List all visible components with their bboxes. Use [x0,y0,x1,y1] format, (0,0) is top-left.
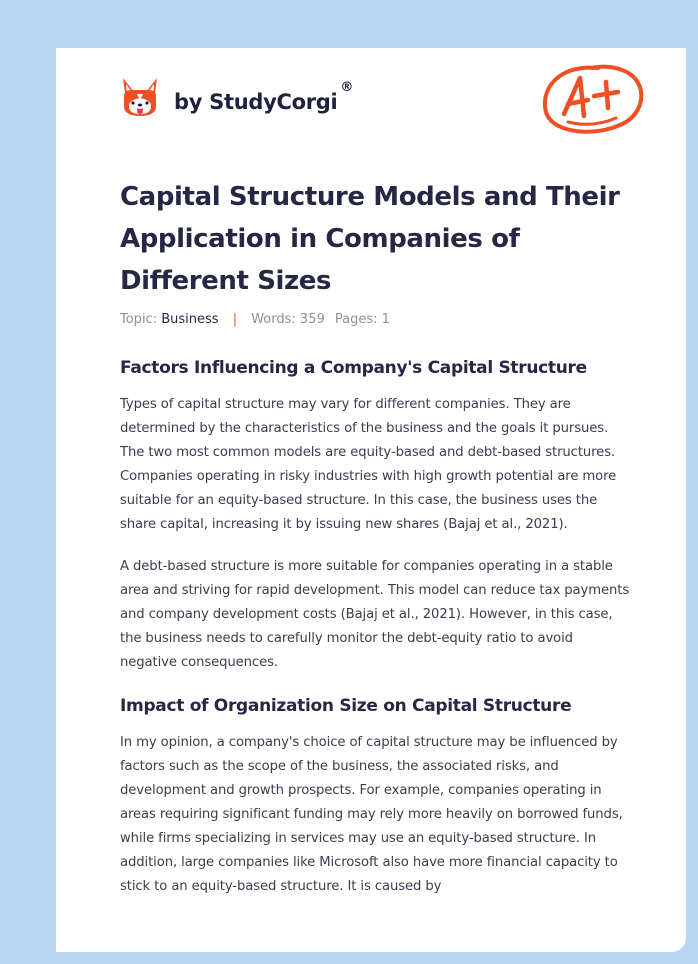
paragraph: Types of capital structure may vary for different companies. They are determined by the characteristics of the business and the goals it pursues. The two most common models are equity-based and debt-based structures. Companies operating in risky industries with high growth potential are more suitable for an equity-based structure. In this case, the business uses the share capital, increasing it by issuing new shares (Bajaj et al., 2021). [120,397,617,532]
section-heading: Factors Influencing a Company's Capital Structure [120,358,587,378]
brand-header[interactable] [120,76,353,120]
document-content [120,176,632,917]
topic-label: Topic: [120,312,158,327]
section-impact [120,695,632,899]
document-card [56,48,686,952]
meta-separator: | [232,312,238,327]
page-count: Pages: 1 [334,312,390,327]
corgi-face-icon [120,76,160,120]
topic-link[interactable]: Business [161,312,219,327]
section-heading: Impact of Organization Size on Capital Structure [120,696,572,716]
registered-mark: ® [340,80,354,95]
brand-name-text: by StudyCorgi [174,90,338,114]
brand-name [174,80,354,114]
a-plus-grade-icon [538,60,648,140]
section-factors [120,357,632,675]
paragraph: A debt-based structure is more suitable for companies operating in a stable area and striving for rapid development. This model can reduce tax payments and company development costs (Bajaj et al., 2021). However, in this case, the business needs to carefully monitor the debt-equity ratio to avoid negative consequences. [120,559,630,670]
page-title: Capital Structure Models and Their Application in Companies of Different Sizes [120,182,620,296]
paragraph: In my opinion, a company's choice of capital structure may be influenced by factors such as the scope of the business, the associated risks, and development and growth prospects. For example, companies operating in areas requiring significant funding may rely more heavily on borrowed funds, while firms specializing in services may use an equity-based structure. In addition, large companies like Microsoft also have more financial capacity to stick to an equity-based structure. It is caused by [120,735,623,894]
word-count: Words: 359 [251,312,325,327]
document-meta [120,312,632,327]
